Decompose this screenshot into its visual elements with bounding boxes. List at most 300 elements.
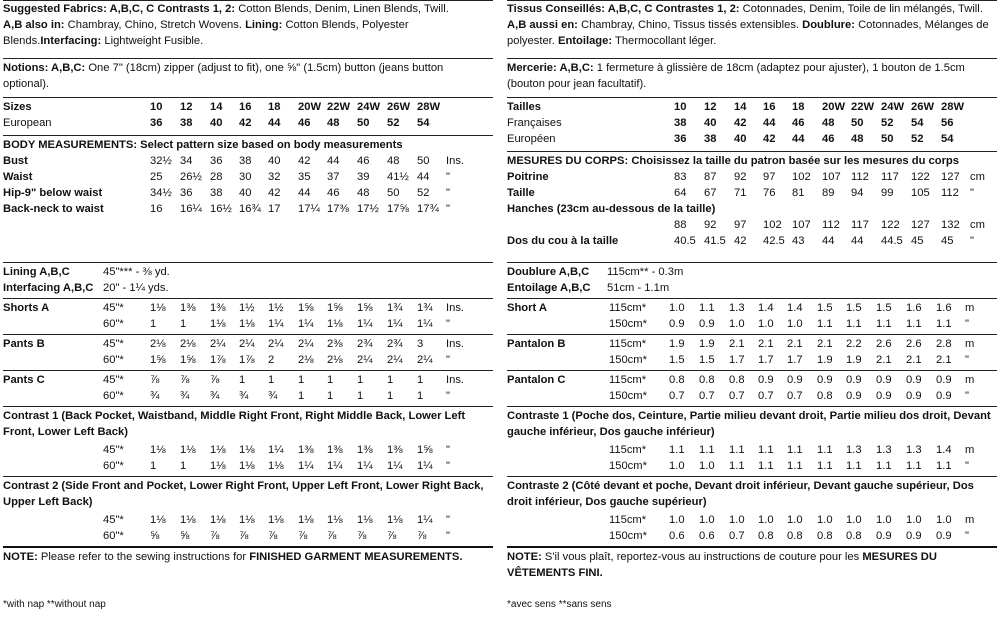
row-label: Back-neck to waist — [3, 203, 104, 215]
table-cell: 1¼ — [357, 460, 373, 472]
table-row — [507, 442, 997, 458]
table-cell: 97 — [734, 219, 747, 231]
table-cell: 1 — [298, 390, 305, 402]
table-cell: 14 — [734, 101, 747, 113]
table-cell: ¾ — [150, 390, 160, 402]
body-measurements-title — [3, 137, 491, 153]
table-cell: 10 — [150, 101, 163, 113]
table-cell: 1⅛ — [327, 318, 343, 330]
table-cell: 0.7 — [787, 390, 803, 402]
lining-label: Lining A,B,C — [3, 266, 70, 278]
table-row — [3, 316, 493, 332]
table-cell: 1⅛ — [150, 514, 166, 526]
body-text: One 7" (18cm) zipper (adjust to fit), one ⅝" (1.5cm) button (jeans button optional). — [3, 62, 444, 90]
fabrics-details — [507, 17, 995, 49]
table-cell: 1.4 — [936, 444, 952, 456]
body-text: 1 fermeture à glissière de 18cm (adaptez pour ajuster), 1 bouton de 1.5cm (bouton pour jean facultatif). — [507, 62, 965, 90]
table-cell: 1 — [150, 460, 157, 472]
table-cell: 1 — [298, 374, 305, 386]
table-cell: 22W — [851, 101, 875, 113]
width-label: 45"* — [103, 302, 124, 314]
table-cell: 1.3 — [906, 444, 922, 456]
table-row — [507, 217, 997, 233]
row-label: Bust — [3, 155, 28, 167]
table-cell: 1.1 — [876, 318, 892, 330]
english-panel — [3, 0, 493, 620]
table-cell: 1.0 — [729, 514, 745, 526]
unit-label: " — [965, 390, 969, 402]
table-cell: 1.0 — [758, 318, 774, 330]
body-measurements-title — [507, 153, 995, 169]
table-cell: 48 — [357, 187, 370, 199]
table-cell: 1⅝ — [417, 444, 433, 456]
table-cell: 2.2 — [846, 338, 862, 350]
unit-label: Ins. — [446, 338, 465, 350]
table-cell: 0.8 — [787, 530, 803, 542]
row-label: Pantalon B — [507, 338, 566, 350]
table-cell: ⅞ — [210, 374, 220, 386]
table-cell: 42 — [268, 187, 281, 199]
table-cell: 1⅛ — [298, 514, 314, 526]
body-text: Cotonnades, Mélanges de polyester. — [507, 19, 989, 47]
label-text: NOTE: — [507, 551, 542, 563]
table-cell: 16 — [239, 101, 252, 113]
table-row — [507, 316, 997, 332]
table-cell: 1⅛ — [180, 444, 196, 456]
divider — [507, 334, 997, 335]
label-text: Entoilage: — [558, 35, 613, 47]
table-cell: 2.1 — [787, 338, 803, 350]
table-cell: 48 — [822, 117, 835, 129]
divider — [507, 476, 997, 477]
table-cell: 54 — [941, 133, 954, 145]
table-cell: 0.9 — [936, 374, 952, 386]
table-row — [507, 300, 997, 316]
table-cell: 0.9 — [876, 390, 892, 402]
table-cell: 1⅛ — [210, 460, 226, 472]
table-cell: 1¼ — [268, 318, 284, 330]
table-cell: 14 — [210, 101, 223, 113]
table-cell: 1¼ — [268, 444, 284, 456]
table-cell: 16 — [150, 203, 163, 215]
table-cell: 20W — [298, 101, 322, 113]
table-cell: 1.1 — [787, 444, 803, 456]
table-row — [3, 528, 493, 544]
table-row — [3, 352, 493, 368]
table-cell: 42 — [298, 155, 311, 167]
table-cell: 50 — [417, 155, 430, 167]
table-cell: 1.0 — [817, 514, 833, 526]
table-cell: 52 — [417, 187, 430, 199]
table-cell: 1⅛ — [150, 444, 166, 456]
table-cell: 2¼ — [387, 354, 403, 366]
table-cell: 16 — [763, 101, 776, 113]
table-cell: 1.1 — [817, 460, 833, 472]
table-cell: 1.1 — [758, 460, 774, 472]
table-cell: 44 — [763, 117, 776, 129]
unit-label: m — [965, 302, 975, 314]
table-cell: 1¼ — [327, 460, 343, 472]
table-cell: 2⅛ — [180, 338, 196, 350]
table-cell: 1.3 — [729, 302, 745, 314]
table-cell: 52 — [911, 133, 924, 145]
table-cell: 1.5 — [669, 354, 685, 366]
table-cell: 0.9 — [936, 530, 952, 542]
table-cell: 46 — [298, 117, 311, 129]
row-label: Européen — [507, 133, 556, 145]
table-cell: 1¼ — [387, 318, 403, 330]
table-cell: 1⅝ — [327, 302, 343, 314]
table-row — [3, 201, 493, 217]
unit-label: m — [965, 374, 975, 386]
row-label: Pants B — [3, 338, 45, 350]
table-cell: 1 — [180, 460, 187, 472]
row-label: Hip-9" below waist — [3, 187, 103, 199]
body-text: Cotton Blends, Denim, Linen Blends, Twill. — [235, 3, 449, 15]
table-row — [3, 99, 493, 115]
unit-label: Ins. — [446, 302, 465, 314]
table-cell: 52 — [387, 117, 400, 129]
table-cell: 50 — [387, 187, 400, 199]
table-cell: 30 — [239, 171, 252, 183]
table-cell: 43 — [792, 235, 805, 247]
unit-label: " — [446, 187, 450, 199]
table-cell: 26W — [911, 101, 935, 113]
table-cell: 1.0 — [906, 514, 922, 526]
label-text: Tissus Conseillés: A,B,C, C Contrastes 1, 2: — [507, 3, 740, 15]
footnote: *with nap **without nap — [3, 599, 106, 610]
table-cell: 105 — [911, 187, 930, 199]
table-cell: 0.9 — [876, 530, 892, 542]
table-cell: 48 — [387, 155, 400, 167]
contrast-title: Contraste 1 (Poche dos, Ceinture, Partie milieu devant droit, Partie milieu dos droit, Devant gauche inférieur, Dos gauche inférieur) — [507, 410, 991, 438]
table-cell: 1.9 — [699, 338, 715, 350]
table-cell: 1¼ — [298, 318, 314, 330]
table-cell: 1.0 — [669, 302, 685, 314]
table-cell: 42 — [763, 133, 776, 145]
table-cell: ⅞ — [239, 530, 249, 542]
table-cell: 1 — [180, 318, 187, 330]
table-cell: 54 — [417, 117, 430, 129]
table-cell: 40 — [734, 133, 747, 145]
table-cell: 17½ — [357, 203, 379, 215]
notions-text — [3, 60, 491, 92]
table-cell: 0.9 — [699, 318, 715, 330]
table-row — [507, 352, 997, 368]
divider — [507, 406, 997, 407]
table-cell: 0.9 — [846, 374, 862, 386]
table-cell: ¾ — [180, 390, 190, 402]
table-cell: 18 — [268, 101, 281, 113]
table-cell: 20W — [822, 101, 846, 113]
table-cell: 2¼ — [210, 338, 226, 350]
table-cell: 24W — [881, 101, 905, 113]
table-cell: 89 — [822, 187, 835, 199]
notions-text — [507, 60, 995, 92]
table-row — [507, 185, 997, 201]
table-cell: 87 — [704, 171, 717, 183]
unit-label: Ins. — [446, 374, 465, 386]
lining-row — [507, 264, 997, 280]
table-cell: 1.0 — [846, 514, 862, 526]
divider — [507, 151, 997, 152]
table-row — [507, 388, 997, 404]
table-cell: 17⅝ — [387, 203, 409, 215]
table-cell: 1.1 — [876, 460, 892, 472]
table-cell: 1.1 — [846, 460, 862, 472]
table-cell: 1¾ — [417, 302, 433, 314]
table-cell: 39 — [357, 171, 370, 183]
table-cell: 44.5 — [881, 235, 903, 247]
table-cell: 2⅛ — [298, 354, 314, 366]
table-cell: 2.6 — [876, 338, 892, 350]
table-cell: 1.0 — [876, 514, 892, 526]
table-cell: 2¼ — [417, 354, 433, 366]
table-cell: 1 — [357, 390, 364, 402]
table-cell: 127 — [911, 219, 930, 231]
interfacing-value: 51cm - 1.1m — [607, 282, 670, 294]
lining-row — [3, 264, 493, 280]
table-row — [507, 372, 997, 388]
table-cell: 92 — [734, 171, 747, 183]
table-cell: ⅞ — [298, 530, 308, 542]
label-text: A,B aussi en: — [507, 19, 578, 31]
table-cell: 94 — [851, 187, 864, 199]
label-text: MESURES DU VÊTEMENTS FINI. — [507, 551, 937, 579]
table-cell: 92 — [704, 219, 717, 231]
table-cell: 1 — [417, 390, 424, 402]
table-cell: 1 — [150, 318, 157, 330]
table-row — [507, 458, 997, 474]
table-cell: 1⅞ — [210, 354, 226, 366]
table-cell: 38 — [704, 133, 717, 145]
table-cell: 1½ — [268, 302, 284, 314]
label-text: Interfacing: — [40, 35, 102, 47]
table-row — [3, 153, 493, 169]
table-cell: 0.8 — [669, 374, 685, 386]
table-cell: 1.1 — [936, 318, 952, 330]
unit-label: " — [446, 203, 450, 215]
table-cell: 1.1 — [729, 444, 745, 456]
table-cell: 17¼ — [298, 203, 320, 215]
table-row — [507, 169, 997, 185]
table-cell: 1.1 — [699, 302, 715, 314]
table-cell: ⅞ — [210, 530, 220, 542]
width-label: 150cm* — [609, 460, 647, 472]
table-cell: 1.7 — [758, 354, 774, 366]
unit-label: " — [446, 171, 450, 183]
table-cell: 42 — [734, 235, 747, 247]
divider — [507, 546, 997, 548]
table-cell: 1.1 — [936, 460, 952, 472]
table-cell: 41.5 — [704, 235, 726, 247]
table-cell: 44 — [822, 235, 835, 247]
table-cell: 1 — [387, 390, 394, 402]
table-cell: 1.6 — [906, 302, 922, 314]
divider — [3, 97, 493, 98]
table-cell: 0.7 — [729, 530, 745, 542]
table-cell: 45 — [941, 235, 954, 247]
french-panel — [507, 0, 997, 620]
divider — [3, 298, 493, 299]
table-cell: 1.7 — [787, 354, 803, 366]
table-cell: 1.7 — [729, 354, 745, 366]
fabrics-details — [3, 17, 491, 49]
table-cell: 88 — [674, 219, 687, 231]
table-cell: 42.5 — [763, 235, 785, 247]
width-label: 60"* — [103, 530, 124, 542]
table-cell: 97 — [763, 171, 776, 183]
label-text: MESURES DU CORPS: — [507, 155, 629, 167]
table-row — [3, 372, 493, 388]
unit-label: " — [965, 318, 969, 330]
table-cell: 32½ — [150, 155, 172, 167]
unit-label: " — [446, 318, 450, 330]
table-cell: 1.3 — [846, 444, 862, 456]
unit-label: cm — [970, 171, 985, 183]
table-cell: 1.1 — [729, 460, 745, 472]
table-cell: 1¼ — [417, 460, 433, 472]
table-cell: 1⅛ — [239, 444, 255, 456]
table-cell: ¾ — [210, 390, 220, 402]
label-text: Select pattern size based on body measurements — [137, 139, 403, 151]
table-row — [3, 300, 493, 316]
width-label: 60"* — [103, 390, 124, 402]
table-cell: 1.0 — [729, 318, 745, 330]
body-text: Chambray, Chino, Tissus tissés extensibles. — [577, 19, 803, 31]
table-cell: 1 — [387, 374, 394, 386]
table-cell: 107 — [822, 171, 841, 183]
table-row — [3, 388, 493, 404]
table-row — [3, 185, 493, 201]
table-cell: 64 — [674, 187, 687, 199]
fabrics-line — [3, 1, 491, 17]
row-label: Poitrine — [507, 171, 549, 183]
label-text: A,B also in: — [3, 19, 65, 31]
row-label: Hanches (23cm au-dessous de la taille) — [507, 203, 716, 215]
width-label: 150cm* — [609, 390, 647, 402]
table-cell: 1⅛ — [387, 514, 403, 526]
table-cell: 38 — [674, 117, 687, 129]
divider — [507, 58, 997, 59]
table-cell: 1⅛ — [357, 514, 373, 526]
table-cell: 0.8 — [758, 530, 774, 542]
row-label: Dos du cou à la taille — [507, 235, 619, 247]
note-text — [3, 549, 491, 565]
table-cell: 1¼ — [357, 318, 373, 330]
table-cell: 1.1 — [817, 318, 833, 330]
table-cell: 0.9 — [846, 390, 862, 402]
table-cell: 1 — [327, 374, 334, 386]
table-cell: 0.9 — [669, 318, 685, 330]
divider — [3, 135, 493, 136]
table-cell: 28W — [417, 101, 441, 113]
table-cell: 1.0 — [699, 514, 715, 526]
table-cell: 1⅛ — [268, 514, 284, 526]
table-cell: 1.1 — [846, 318, 862, 330]
table-cell: 81 — [792, 187, 805, 199]
table-cell: 10 — [674, 101, 687, 113]
label-text: Notions: A,B,C: — [3, 62, 86, 74]
table-cell: 2.1 — [906, 354, 922, 366]
table-cell: 34 — [180, 155, 193, 167]
divider — [507, 262, 997, 263]
table-cell: 0.9 — [787, 374, 803, 386]
contrast-title: Contrast 2 (Side Front and Pocket, Lower Right Front, Upper Left Front, Lower Right Back, Upper Left Back) — [3, 480, 484, 508]
table-cell: 45 — [911, 235, 924, 247]
divider — [3, 262, 493, 263]
table-cell: 44 — [268, 117, 281, 129]
table-cell: 0.7 — [729, 390, 745, 402]
table-cell: 42 — [734, 117, 747, 129]
table-row — [3, 115, 493, 131]
unit-label: " — [446, 390, 450, 402]
table-cell: 1.1 — [699, 444, 715, 456]
table-cell: 122 — [881, 219, 900, 231]
table-cell: 1¼ — [387, 460, 403, 472]
width-label: 150cm* — [609, 318, 647, 330]
table-cell: 1⅛ — [210, 318, 226, 330]
table-cell: 1⅛ — [210, 514, 226, 526]
table-cell: 0.8 — [817, 390, 833, 402]
table-cell: 26½ — [180, 171, 202, 183]
label-text: NOTE: — [3, 551, 38, 563]
table-cell: 1⅞ — [239, 354, 255, 366]
table-cell: 102 — [763, 219, 782, 231]
table-cell: 34½ — [150, 187, 172, 199]
table-cell: 36 — [180, 187, 193, 199]
table-cell: 2¼ — [298, 338, 314, 350]
interfacing-value: 20" - 1¼ yds. — [103, 282, 169, 294]
table-cell: 44 — [417, 171, 430, 183]
contrast-title: Contraste 2 (Côté devant et poche, Devant droit inférieur, Devant gauche supérieur, Dos droit inférieur, Dos gauche supérieur) — [507, 480, 974, 508]
row-label: Pants C — [3, 374, 45, 386]
unit-label: m — [965, 514, 975, 526]
table-cell: 2¾ — [357, 338, 373, 350]
table-row — [3, 336, 493, 352]
table-cell: 1⅜ — [298, 444, 314, 456]
table-cell: 2.6 — [906, 338, 922, 350]
table-cell: 112 — [822, 219, 840, 231]
table-cell: 1¼ — [417, 318, 433, 330]
table-cell: ⅝ — [150, 530, 160, 542]
row-label: Françaises — [507, 117, 562, 129]
table-cell: 2⅛ — [150, 338, 166, 350]
lining-value: 45"*** - ⅜ yd. — [103, 266, 170, 278]
unit-label: " — [970, 235, 974, 247]
table-row — [507, 99, 997, 115]
interfacing-row — [507, 280, 997, 296]
label-text: FINISHED GARMENT MEASUREMENTS. — [249, 551, 463, 563]
table-cell: 22W — [327, 101, 351, 113]
table-cell: 1.1 — [906, 460, 922, 472]
table-cell: 44 — [851, 235, 864, 247]
table-cell: 17 — [268, 203, 281, 215]
table-cell: 112 — [941, 187, 959, 199]
row-label: Waist — [3, 171, 33, 183]
table-cell: 76 — [763, 187, 776, 199]
table-cell: 117 — [881, 171, 899, 183]
unit-label: Ins. — [446, 155, 465, 167]
table-cell: 41½ — [387, 171, 409, 183]
table-cell: 1.9 — [846, 354, 862, 366]
table-row — [507, 115, 997, 131]
table-cell: 1⅛ — [239, 460, 255, 472]
table-cell: 112 — [851, 171, 869, 183]
table-cell: 1⅝ — [180, 354, 196, 366]
table-cell: 1⅜ — [180, 302, 196, 314]
table-row — [507, 512, 997, 528]
